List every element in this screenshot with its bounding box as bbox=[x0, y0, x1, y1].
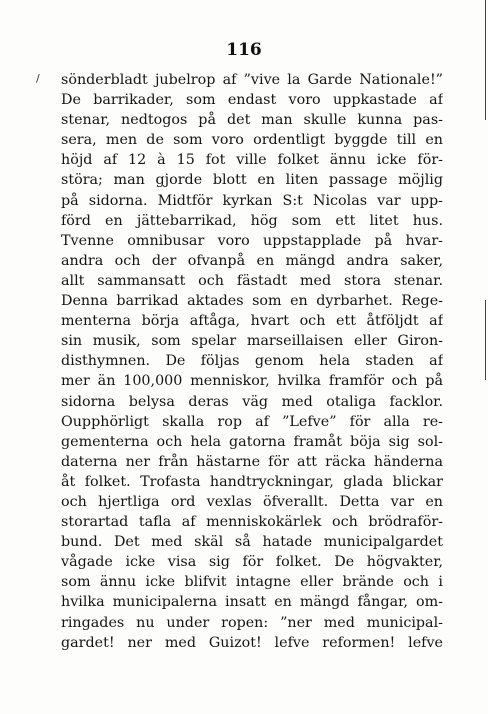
text-line: Tvenne omnibusar voro uppstapplade på hvar- bbox=[61, 232, 443, 249]
text-line: allt sammansatt och fästadt med stora stenar. bbox=[61, 272, 443, 289]
text-line: mer än 100,000 menniskor, hvilka framför och på bbox=[61, 373, 443, 390]
body-text bbox=[61, 70, 443, 653]
text-line: som ännu icke blifvit intagne eller brände och i bbox=[61, 574, 443, 591]
text-line: disthymnen. De följas genom hela staden af bbox=[61, 353, 443, 370]
text-line: Denna barrikad aktades som en dyrbarhet. Rege- bbox=[61, 293, 443, 310]
text-line: gementerna och hela gatorna framåt böja sig sol- bbox=[61, 433, 443, 450]
text-line: åt folket. Trofasta handtryckningar, glada blickar bbox=[61, 473, 443, 490]
text-line: höjd af 12 à 15 fot ville folket ännu icke för- bbox=[61, 152, 443, 169]
text-line: sin musik, som spelar marseillaisen eller Giron- bbox=[61, 333, 443, 350]
text-line: sönderbladt jubelrop af ”vive la Garde Nationale!” bbox=[61, 72, 443, 88]
text-line: andra och der ofvanpå en mängd andra saker, bbox=[61, 252, 443, 269]
page-edge-line bbox=[485, 300, 486, 380]
text-line: hvilka municipalerna insatt en mängd fångar, om- bbox=[61, 594, 443, 611]
text-line: sidorna belysa deras väg med otaliga facklor. bbox=[61, 393, 443, 410]
text-line: förd en jättebarrikad, hög som ett litet hus. bbox=[61, 212, 443, 229]
text-line: vågade icke visa sig för folket. De högvakter, bbox=[61, 554, 443, 571]
text-line: stenar, nedtogos på det man skulle kunna pas- bbox=[61, 112, 443, 129]
margin-tick-mark: / bbox=[36, 72, 40, 85]
page-number: 116 bbox=[226, 40, 262, 60]
text-line: på sidorna. Midtför kyrkan S:t Nicolas var upp- bbox=[61, 192, 443, 209]
text-line: gardet! ner med Guizot! lefve reformen! lefve bbox=[61, 634, 443, 651]
text-line: sera, men de som voro ordentligt byggde till en bbox=[61, 132, 443, 149]
text-line: Oupphörligt skalla rop af ”Lefve” för alla re- bbox=[61, 413, 443, 430]
text-line: daterna ner från hästarne för att räcka händerna bbox=[61, 453, 443, 470]
page-edge-line bbox=[485, 0, 486, 120]
text-line: störa; man gjorde blott en liten passage möjlig bbox=[61, 172, 443, 189]
text-line: ringades nu under ropen: ”ner med municipal- bbox=[61, 614, 443, 631]
text-line: bund. Det med skäl så hatade municipalgardet bbox=[61, 534, 443, 551]
text-line: De barrikader, som endast voro uppkastade af bbox=[61, 92, 443, 109]
text-line: storartad tafla af menniskokärlek och brödraför- bbox=[61, 514, 443, 531]
text-line: menterna börja aftåga, hvart och ett åtföljdt af bbox=[61, 313, 443, 330]
text-line: och hjertliga ord vexlas öfverallt. Detta var en bbox=[61, 493, 443, 510]
